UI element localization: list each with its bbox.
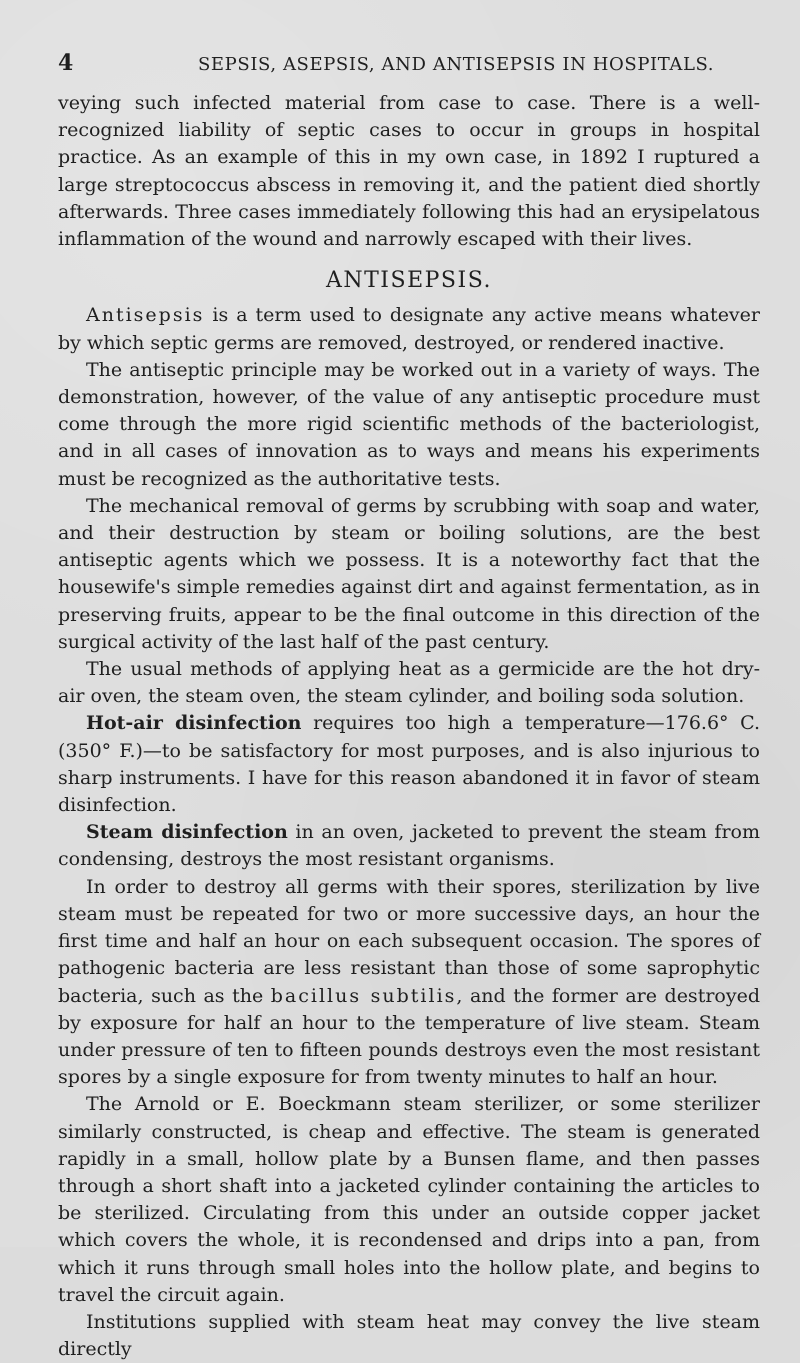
paragraph-arnold-sterilizer: The Arnold or E. Boeckmann steam sterilizer, or some sterilizer similarly constructed, is cheap and effective. The steam is generated rapidly in a small, hollow plate by a Bunsen flame, and then passes through a short shaft into a jacketed cylinder containing the articles to be sterilized. Circulating from this under an outside copper jacket which covers the whole, it is recondensed and drips into a pan, from which it runs through small holes into the hollow plate, and begins to travel the circuit again. (58, 1093, 760, 1306)
paragraph-text: requires too high a temperature—176.6° C. (350° F.)—to be satisfactory for most purposes, and is also injurious to sharp instruments. I have for this reason abandoned it in favor of steam disinfection. (58, 712, 760, 817)
running-title: SEPSIS, ASEPSIS, AND ANTISEPSIS IN HOSPITALS. (198, 54, 715, 75)
lead-hot-air: Hot-air disinfection (86, 712, 302, 735)
paragraph-institutions: Institutions supplied with steam heat may convey the live steam directly (58, 1310, 760, 1361)
term-antisepsis: Antisepsis (86, 304, 205, 327)
paragraph-text: in an oven, jacketed to prevent the steam from condensing, destroys the most resistant organisms. (58, 821, 760, 871)
body-text (58, 90, 760, 1363)
paragraph-antiseptic-principle: The antiseptic principle may be worked out in a variety of ways. The demonstration, however, of the value of any antiseptic procedure must come through the more rigid scientific methods of the bacteriologist, and in all cases of innovation as to ways and means his experiments must be recognized as the authoritative tests. (58, 358, 760, 490)
paragraph-steam-disinfection (58, 819, 760, 873)
paragraph-text: In order to destroy all germs with their spores, sterilization by live steam must be repeated for two or more successive days, an hour the first time and half an hour on each subsequent occasion. The spores of pathogenic bacteria are less resistant than those of some saprophytic bacteria, such as the (58, 875, 760, 1007)
paragraph-hot-air (58, 710, 760, 819)
paragraph-spores (58, 874, 760, 1092)
paragraph-antisepsis-definition (58, 302, 760, 356)
section-heading: ANTISEPSIS. (326, 268, 492, 294)
paragraph-heat-methods: The usual methods of applying heat as a germicide are the hot dry-air oven, the steam oven, the steam cylinder, and boiling soda solution. (58, 658, 760, 708)
paragraph-text: is a term used to designate any active means whatever by which septic germs are removed, destroyed, or rendered inactive. (58, 304, 760, 354)
term-bacillus-subtilis: bacillus subtilis (270, 984, 457, 1007)
lead-steam-disinfection: Steam disinfection (86, 821, 288, 844)
paragraph-text: , and the former are destroyed by exposure for half an hour to the temperature of live steam. Steam under pressure of ten to fifteen pounds destroys even the most resistant spores by a single exposure for from twenty minutes to half an hour. (58, 984, 760, 1089)
continued-paragraph: veying such infected material from case to case. There is a well-recognized liability of septic cases to occur in groups in hospital practice. As an example of this in my own case, in 1892 I ruptured a large streptococcus abscess in removing it, and the patient died shortly afterwards. Three cases immediately following this had an erysipelatous inflammation of the wound and narrowly escaped with their lives. (58, 92, 760, 251)
running-header (58, 50, 760, 90)
paragraph-mechanical-removal: The mechanical removal of germs by scrubbing with soap and water, and their destruction by steam or boiling solutions, are the best antiseptic agents which we possess. It is a noteworthy fact that the housewife's simple remedies against dirt and against fermentation, as in preserving fruits, appear to be the final outcome in this direction of the surgical activity of the last half of the past century. (58, 494, 760, 653)
page-number: 4 (58, 50, 74, 76)
